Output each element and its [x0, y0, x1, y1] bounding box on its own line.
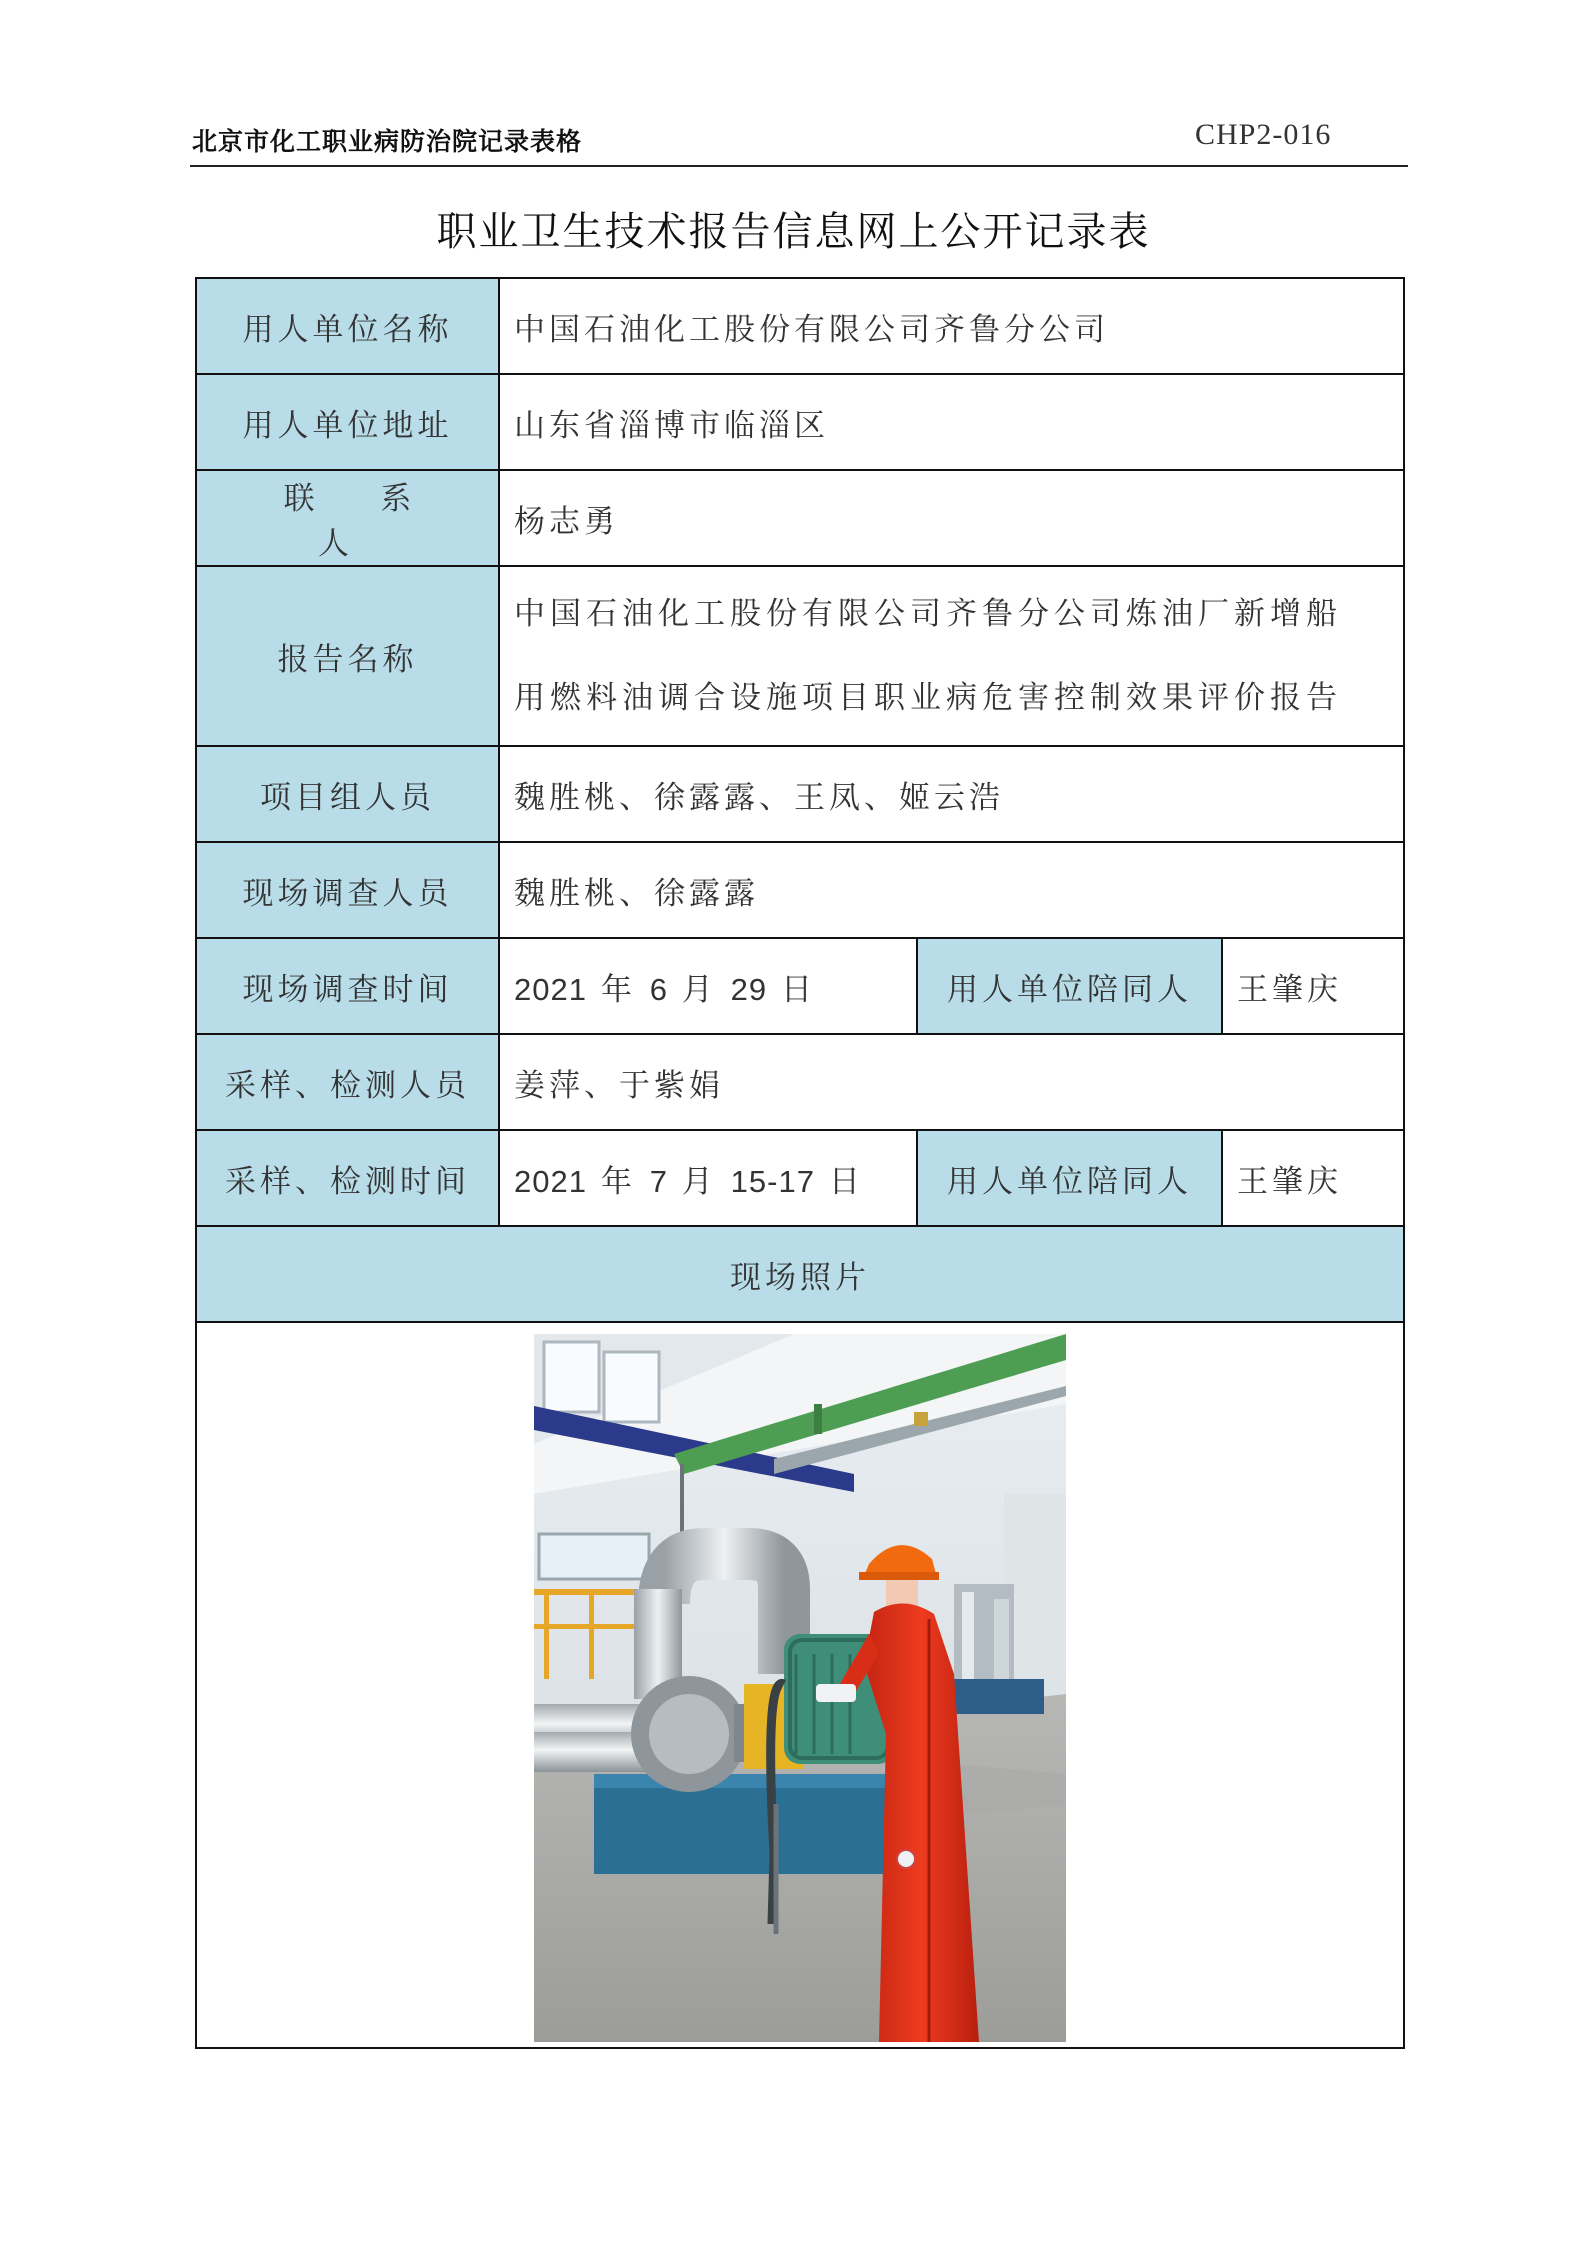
employer-address-label: 用人单位地址: [196, 374, 499, 470]
survey-staff-label: 现场调查人员: [196, 842, 499, 938]
document-title: 职业卫生技术报告信息网上公开记录表: [436, 209, 1151, 255]
employer-name-label: 用人单位名称: [196, 278, 499, 374]
row-project-members: [196, 746, 1404, 842]
employer-name-value: 中国石油化工股份有限公司齐鲁分公司: [499, 278, 1404, 374]
sampling-escort-value: 王肇庆: [1222, 1130, 1404, 1226]
project-members-value: 魏胜桃、徐露露、王凤、姬云浩: [499, 746, 1404, 842]
sampling-time-label: 采样、检测时间: [196, 1130, 499, 1226]
sampling-time-value: [499, 1130, 917, 1226]
report-name-line-1: 中国石油化工股份有限公司齐鲁分公司炼油厂新增船: [514, 596, 1342, 632]
row-report-name: [196, 566, 1404, 746]
contact-value: 杨志勇: [499, 470, 1404, 566]
row-contact: [196, 470, 1404, 566]
row-photo-header: [196, 1226, 1404, 1322]
survey-day-unit: 日: [781, 971, 816, 1008]
row-survey-staff: [196, 842, 1404, 938]
sampling-staff-value: 姜萍、于紫娟: [499, 1034, 1404, 1130]
report-name-value: [499, 566, 1404, 746]
sampling-day-unit: 日: [828, 1163, 864, 1200]
sampling-year-unit: 年: [600, 1163, 636, 1200]
header-divider: [190, 165, 1408, 167]
project-members-label: 项目组人员: [196, 746, 499, 842]
survey-year-unit: 年: [600, 971, 636, 1008]
survey-escort-label: 用人单位陪同人: [917, 938, 1222, 1034]
row-photo: [196, 1322, 1404, 2048]
survey-day: 29: [730, 971, 768, 1007]
sampling-day: 15-17: [730, 1163, 815, 1199]
photo-cell: [196, 1322, 1404, 2048]
survey-staff-value: 魏胜桃、徐露露: [499, 842, 1404, 938]
sampling-escort-label: 用人单位陪同人: [917, 1130, 1222, 1226]
sampling-month-unit: 月: [681, 1163, 717, 1200]
sampling-staff-label: 采样、检测人员: [196, 1034, 499, 1130]
survey-month: 6: [649, 971, 668, 1007]
survey-time-label: 现场调查时间: [196, 938, 499, 1034]
site-photo: [534, 1334, 1066, 2042]
row-survey-time: [196, 938, 1404, 1034]
survey-escort-value: 王肇庆: [1222, 938, 1404, 1034]
form-code: CHP2-016: [1195, 118, 1332, 151]
contact-label: 联 系 人: [196, 470, 499, 566]
row-employer-name: [196, 278, 1404, 374]
photo-section-label: 现场照片: [196, 1226, 1404, 1322]
employer-address-value: 山东省淄博市临淄区: [499, 374, 1404, 470]
report-name-line-2: 用燃料油调合设施项目职业病危害控制效果评价报告: [514, 680, 1342, 716]
survey-time-value: [499, 938, 917, 1034]
row-sampling-staff: [196, 1034, 1404, 1130]
form-header-org: 北京市化工职业病防治院记录表格: [192, 127, 583, 156]
survey-year: 2021: [514, 971, 587, 1007]
report-name-label: 报告名称: [196, 566, 499, 746]
record-table: [195, 277, 1405, 2049]
row-sampling-time: [196, 1130, 1404, 1226]
survey-month-unit: 月: [681, 971, 717, 1008]
row-employer-address: [196, 374, 1404, 470]
sampling-month: 7: [649, 1163, 668, 1199]
sampling-year: 2021: [514, 1163, 587, 1199]
